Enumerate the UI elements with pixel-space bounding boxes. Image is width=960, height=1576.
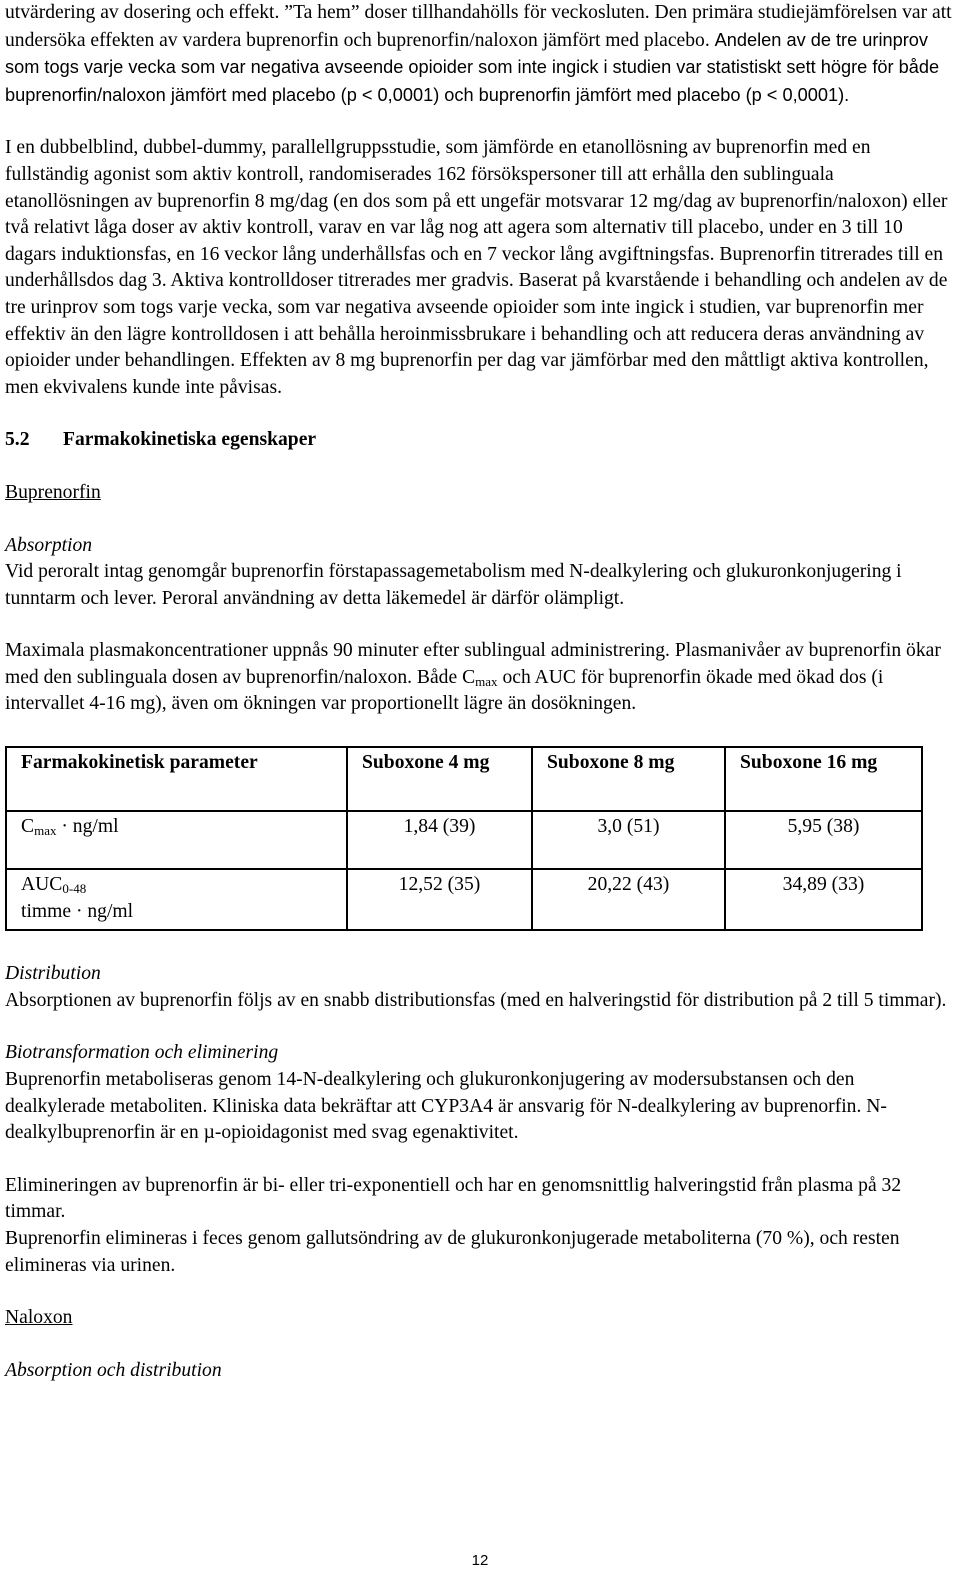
distribution-text: Absorptionen av buprenorfin följs av en snabb distributionsfas (med en halveringstid för distribution på 2 till 5 timmar). xyxy=(5,989,947,1011)
maxima-text-2: och AUC för buprenorfin ökade med ökad dos (i intervallet 4-16 mg), även om ökningen var proportionellt lägre än dosökningen. xyxy=(5,666,884,715)
table-cell: 12,52 (35) xyxy=(347,869,532,930)
intro-paragraph-1 xyxy=(5,0,955,109)
param-rest: · ng/ml xyxy=(56,816,119,838)
table-row xyxy=(6,811,922,869)
table-row xyxy=(6,869,922,930)
table-cell: 3,0 (51) xyxy=(532,811,725,869)
biotransformation-title: Biotransformation och eliminering xyxy=(5,1042,279,1064)
table-param-cell xyxy=(6,811,347,869)
table-param-cell xyxy=(6,869,347,930)
table-cell: 34,89 (33) xyxy=(725,869,922,930)
intro-text-serif: utvärdering av dosering och effekt. ”Ta hem” doser tillhandahölls för veckosluten. Den primära studiejämförelsen var att undersöka effekten av vardera buprenorfin och buprenorfin/naloxon jämfört med placebo. xyxy=(5,2,952,51)
table-header-cell: Suboxone 16 mg xyxy=(725,747,922,811)
intro-text-sans: Andelen av de tre urinprov som togs varje vecka som var negativa avseende opioider som inte ingick i studien var statistiskt sett högre för både buprenorfin/naloxon jämfört med placebo (p < 0,0001) och buprenorfin jämfört med placebo (p < 0,0001). xyxy=(5,29,940,105)
pharmacokinetic-table xyxy=(5,746,923,931)
maxima-paragraph xyxy=(5,638,955,718)
param-subscript: max xyxy=(34,823,57,839)
section-title: Farmakokinetiska egenskaper xyxy=(63,429,317,451)
distribution-title: Distribution xyxy=(5,963,101,985)
intro-paragraph-2: I en dubbelblind, dubbel-dummy, parallellgruppsstudie, som jämförde en etanollösning av buprenorfin med en fullständig agonist som aktiv kontroll, randomiserades 162 försökspersoner till att erhålla den sublinguala etanollösningen av buprenorfin 8 mg/dag (en dos som på ett ungefär motsvarar 12 mg/dag av buprenorfin/naloxon) eller två relativt låga doser av aktiv kontroll, varav en var låg nog att agera som alternativ till placebo, under en 3 till 10 dagars induktionsfas, en 16 veckor lång underhållsfas och en 7 veckor lång avgiftningsfas. Buprenorfin titrerades till en underhållsdos dag 3. Aktiva kontrolldoser titrerades mer gradvis. Baserat på kvarstående i behandling och andelen av de tre urinprov som togs varje vecka, som var negativa avseende opioider som inte ingick i studien, var buprenorfin mer effektiv än den lägre kontrolldosen i att behålla heroinmissbrukare i behandling och att reducera deras användning av opioider under behandlingen. Effekten av 8 mg buprenorfin per dag var jämförbar med den måttligt aktiva kontrollen, men ekvivalens kunde inte påvisas. xyxy=(5,137,948,398)
page-number: 12 xyxy=(471,1552,489,1569)
param-subscript: 0-48 xyxy=(62,881,87,897)
param-line-2: timme · ng/ml xyxy=(21,900,134,922)
buprenorfin-heading: Buprenorfin xyxy=(5,481,101,503)
table-header-cell: Farmakokinetisk parameter xyxy=(6,747,347,811)
section-number: 5.2 xyxy=(5,429,30,451)
table-cell: 1,84 (39) xyxy=(347,811,532,869)
table-cell: 20,22 (43) xyxy=(532,869,725,930)
section-heading xyxy=(5,427,955,454)
absorption-text: Vid peroralt intag genomgår buprenorfin förstapassagemetabolism med N-dealkylering och glukuronkonjugering i tunntarm och lever. Peroral användning av detta läkemedel är därför olämpligt. xyxy=(5,561,902,609)
param-main: AUC xyxy=(21,874,63,896)
feces-text: Buprenorfin elimineras i feces genom gallutsöndring av de glukuronkonjugerade metaboliterna (70 %), och resten elimineras via urinen. xyxy=(5,1228,900,1276)
naloxon-subtitle: Absorption och distribution xyxy=(5,1359,222,1381)
absorption-title: Absorption xyxy=(5,534,93,556)
param-main: C xyxy=(21,816,35,838)
table-header-cell: Suboxone 4 mg xyxy=(347,747,532,811)
naloxon-heading: Naloxon xyxy=(5,1307,73,1329)
table-cell: 5,95 (38) xyxy=(725,811,922,869)
table-header-row xyxy=(6,747,922,811)
maxima-text-1: Maximala plasmakoncentrationer uppnås 90 minuter efter sublingual administrering. Plasmanivåer av buprenorfin ökar med den sublinguala dosen av buprenorfin/naloxon. Både C xyxy=(5,640,941,688)
document-page xyxy=(5,0,955,1384)
table-header-cell: Suboxone 8 mg xyxy=(532,747,725,811)
maxima-subscript: max xyxy=(475,673,498,689)
elimination-text: Elimineringen av buprenorfin är bi- eller tri-exponentiell och har en genomsnittlig halveringstid från plasma på 32 timmar. xyxy=(5,1174,902,1223)
biotransformation-text: Buprenorfin metaboliseras genom 14-N-dealkylering och glukuronkonjugering av modersubstansen och den dealkylerade metaboliten. Kliniska data bekräftar att CYP3A4 är ansvarig för N-dealkylering av buprenorfin. N-dealkylbuprenorfin är en µ-opioidagonist med svag egenaktivitet. xyxy=(5,1069,887,1144)
